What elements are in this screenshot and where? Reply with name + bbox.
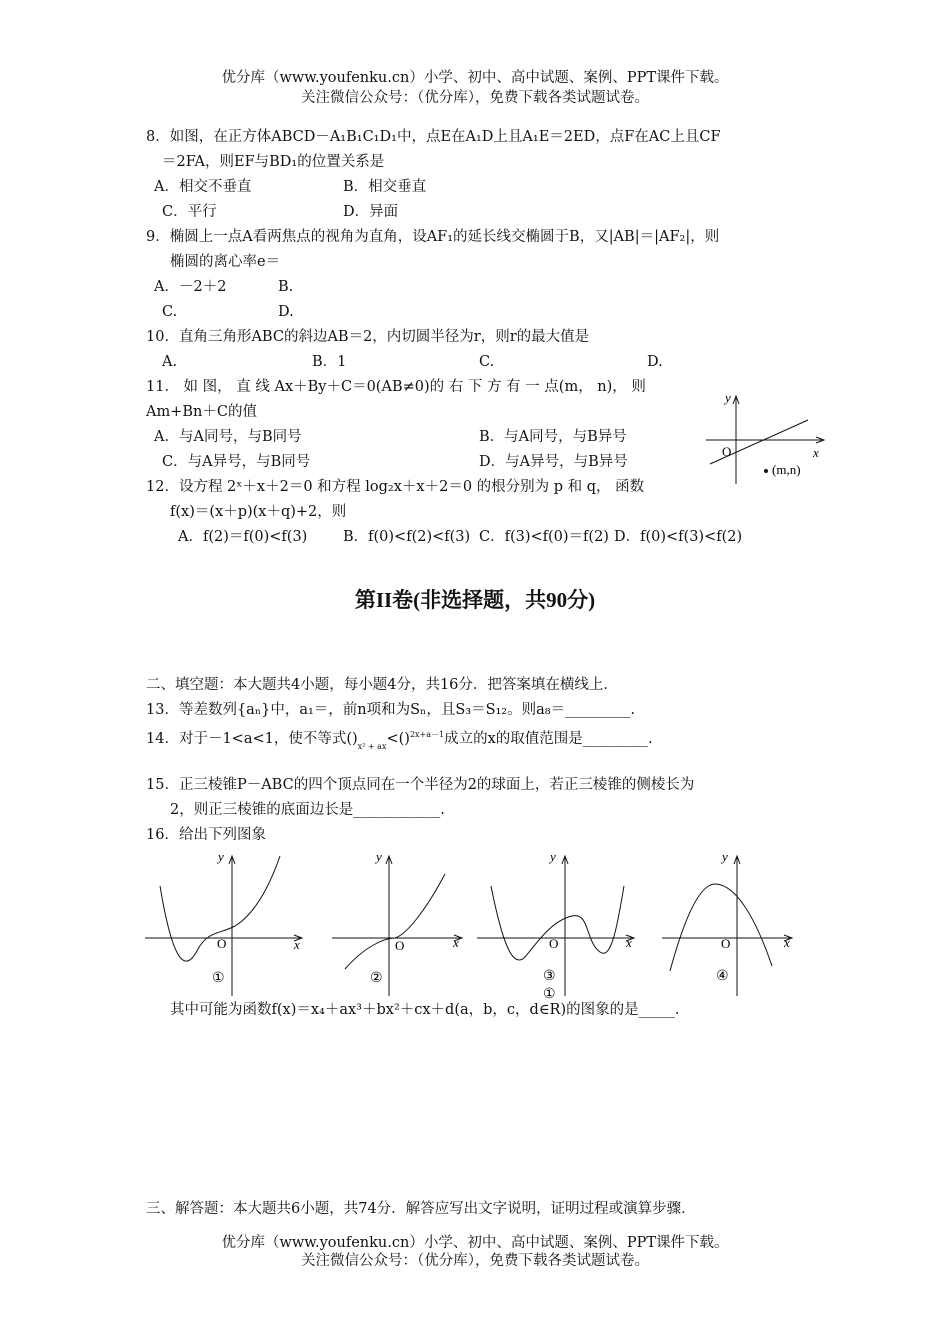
q11-y-label: y <box>725 390 731 405</box>
section-2-title: 第II卷(非选择题，共90分) <box>354 588 596 612</box>
q12-stem-1: 12．设方程 2ˣ＋x＋2＝0 和方程 log₂x＋x＋2＝0 的根分别为 p 和 q， 函数 <box>146 479 645 495</box>
q10-option-b: B．1 <box>312 354 347 370</box>
q10-stem: 10．直角三角形ABC的斜边AB＝2，内切圆半径为r，则r的最大值是 <box>146 329 590 345</box>
q16-text: 16．给出下列图象 <box>146 827 266 843</box>
q16-answer-text: 其中可能为函数f(x)＝x₄＋ax³＋bx²＋cx＋d(a，b，c，d∈R)的图象的是_____. <box>170 1002 680 1018</box>
graph3-extra-number: ① <box>543 987 556 1002</box>
graph3-x-label: x <box>626 935 632 950</box>
q15-text-2: 2，则正三棱锥的底面边长是____________. <box>170 802 445 818</box>
q11-option-a: A．与A同号，与B同号 <box>154 429 302 445</box>
q12-option-b: B．f(0)<f(2)<f(3) <box>343 529 471 545</box>
q12-option-a: A．f(2)＝f(0)<f(3) <box>178 529 308 545</box>
q10-option-a: A. <box>162 354 178 370</box>
q8-stem-2: ＝2FA，则EF与BD₁的位置关系是 <box>162 154 385 170</box>
q11-point <box>764 469 768 473</box>
q11-stem-2: Am+Bn＋C的值 <box>146 404 257 420</box>
q14-exponent-1: x² + ax <box>357 742 387 751</box>
graph3-y-label: y <box>550 849 556 864</box>
q14-exponent-2: 2x+a－1 <box>409 730 445 739</box>
q8-option-a: A．相交不垂直 <box>154 179 252 195</box>
graph1-y-label: y <box>218 849 224 864</box>
q12-stem-2: f(x)＝(x＋p)(x＋q)+2，则 <box>170 504 347 520</box>
q9-option-c: C. <box>162 304 178 320</box>
graph2-origin: O <box>395 938 405 953</box>
q9-stem-2: 椭圆的离心率e＝ <box>170 254 281 270</box>
q10-option-c: C. <box>479 354 495 370</box>
q9-option-b: B. <box>278 279 294 295</box>
q11-origin-label: O <box>722 444 732 459</box>
q16-graphs <box>140 846 810 1006</box>
graph2-y-label: y <box>376 849 382 864</box>
q11-option-d: D．与A异号，与B异号 <box>479 454 628 470</box>
graph1-origin: O <box>217 936 227 951</box>
q14-part-3: 成立的x的取值范围是_________. <box>444 731 653 747</box>
q12-option-c: C．f(3)<f(0)＝f(2) <box>479 529 609 545</box>
graph3-origin: O <box>549 936 559 951</box>
q15-text-1: 15．正三棱锥P－ABC的四个顶点同在一个半径为2的球面上，若正三棱锥的侧棱长为 <box>146 777 695 793</box>
footer-line-2: 关注微信公众号：（优分库），免费下载各类试题试卷。 <box>301 1253 649 1269</box>
q9-option-d: D. <box>278 304 294 320</box>
q8-option-b: B．相交垂直 <box>343 179 427 195</box>
q14-part-2: <() <box>386 731 410 747</box>
graph4-origin: O <box>721 936 731 951</box>
answer-intro: 三、解答题：本大题共6小题，共74分．解答应写出文字说明，证明过程或演算步骤． <box>146 1201 696 1217</box>
q11-option-b: B．与A同号，与B异号 <box>479 429 627 445</box>
q9-stem-1: 9．椭圆上一点A看两焦点的视角为直角，设AF₁的延长线交椭圆于B，又|AB|＝|AF₂|，则 <box>146 229 720 245</box>
fill-intro: 二、填空题：本大题共4小题，每小题4分，共16分．把答案填在横线上． <box>146 677 618 693</box>
q11-stem-1: 11． 如 图， 直 线 Ax＋By＋C＝0(AB≠0)的 右 下 方 有 一 点(m， n)， 则 <box>146 379 646 395</box>
q8-option-d: D．异面 <box>343 204 399 220</box>
q9-option-a: A．－2＋2 <box>154 279 227 295</box>
q14-text <box>146 725 653 757</box>
graph2-x-label: x <box>453 935 459 950</box>
graph1-number: ① <box>212 971 225 986</box>
header-line-2: 关注微信公众号：（优分库），免费下载各类试题试卷。 <box>301 90 649 106</box>
header-line-1: 优分库（www.youfenku.cn）小学、初中、高中试题、案例、PPT课件下载。 <box>221 70 729 86</box>
q8-stem-1: 8．如图，在正方体ABCD－A₁B₁C₁D₁中，点E在A₁D上且A₁E＝2ED，点F在AC上且CF <box>146 129 721 145</box>
graph3-number: ③ <box>543 969 556 984</box>
graph4-curve <box>670 884 772 971</box>
q10-option-d: D. <box>647 354 663 370</box>
graph1-x-label: x <box>294 937 300 952</box>
q14-part-1: 14．对于－1<a<1，使不等式() <box>146 731 358 747</box>
q8-option-c: C．平行 <box>162 204 217 220</box>
graph4-y-label: y <box>722 849 728 864</box>
q11-x-label: x <box>813 445 819 460</box>
graph4-x-label: x <box>784 935 790 950</box>
q11-option-c: C．与A异号，与B同号 <box>162 454 311 470</box>
q11-figure <box>700 388 830 488</box>
graph2-curve <box>345 874 445 969</box>
q16-graph-2 <box>332 856 462 996</box>
footer-line-1: 优分库（www.youfenku.cn）小学、初中、高中试题、案例、PPT课件下载。 <box>221 1235 729 1251</box>
q12-option-d: D．f(0)<f(3)<f(2) <box>614 529 743 545</box>
graph4-number: ④ <box>716 969 729 984</box>
graph2-number: ② <box>370 971 383 986</box>
q13-text: 13．等差数列{aₙ}中，a₁＝，前n项和为Sₙ，且S₃＝S₁₂。则a₈＝_________. <box>146 702 635 718</box>
q11-point-label: (m,n) <box>772 462 801 477</box>
